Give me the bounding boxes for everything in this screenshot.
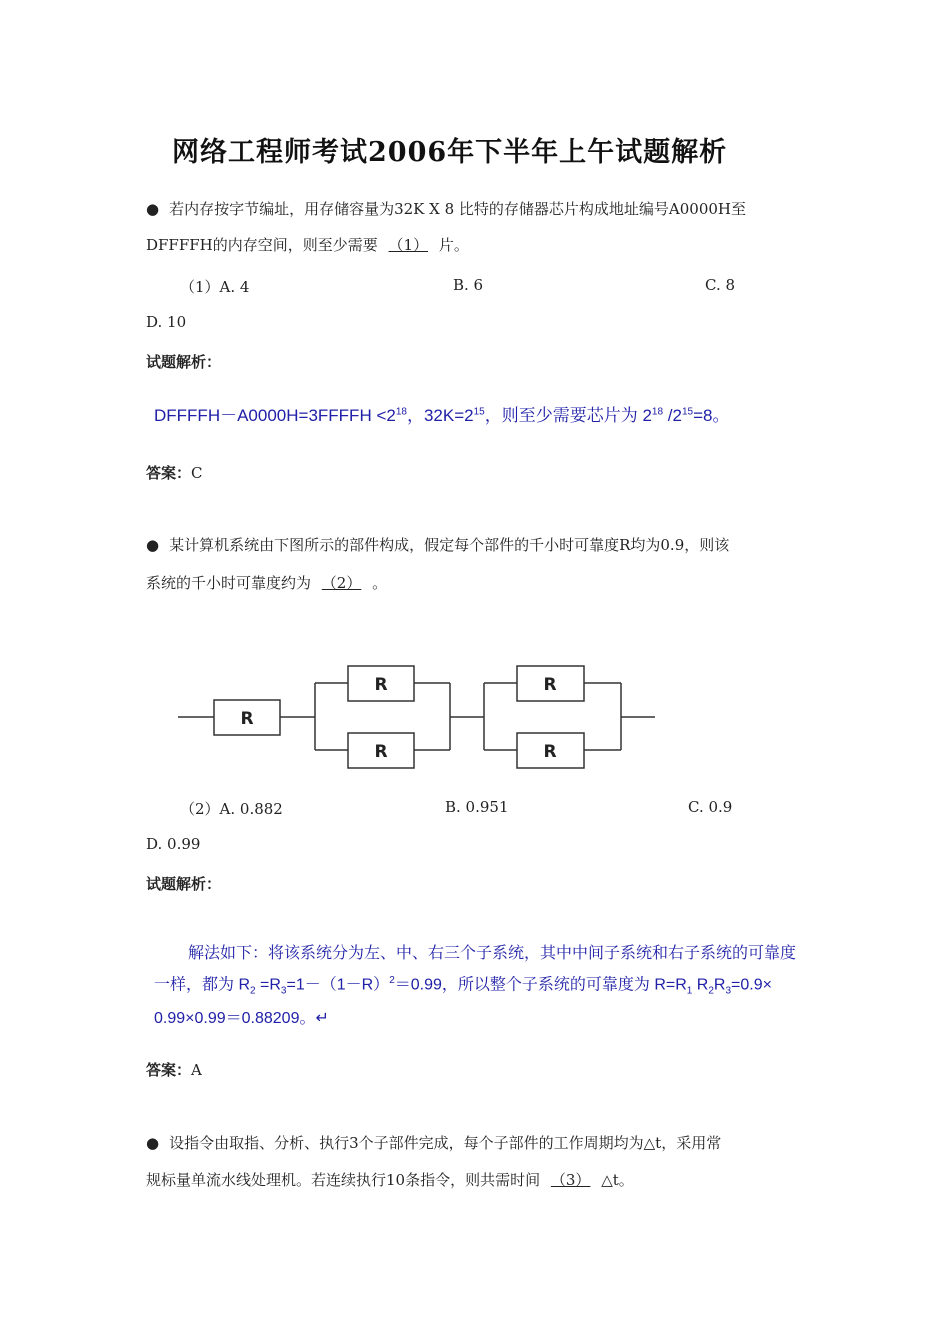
solution-part: R <box>692 976 709 994</box>
question-3-blank: （3） <box>550 1171 591 1189</box>
question-3-text-c: △t。 <box>601 1171 634 1189</box>
q2-solution <box>154 940 834 1032</box>
q1-option-b: B. 6 <box>453 276 484 294</box>
formula-part: =8。 <box>693 406 730 425</box>
block-r-mid-bottom-label: R <box>374 742 388 762</box>
question-1-line-1 <box>146 192 826 226</box>
solution-line-1: 解法如下：将该系统分为左、中、右三个子系统，其中中间子系统和右子系统的可靠度 <box>188 945 797 962</box>
subscript: 3 <box>280 985 287 997</box>
question-2-text-b: 系统的千小时可靠度约为 <box>146 574 312 592</box>
question-3-line-2 <box>146 1163 826 1197</box>
q1-answer-value: C <box>191 464 203 482</box>
solution-line-2 <box>154 967 834 1005</box>
solution-part: 一样，都为 R <box>154 976 251 994</box>
question-3-text-a: 设指令由取指、分析、执行3个子部件完成，每个子部件的工作周期均为△t，采用常 <box>169 1134 722 1152</box>
question-2-text-a: 某计算机系统由下图所示的部件构成，假定每个部件的千小时可靠度R均为0.9，则该 <box>169 536 730 554</box>
formula-exponent: 18 <box>651 406 664 418</box>
q2-answer <box>146 1059 202 1080</box>
reliability-diagram <box>170 650 670 780</box>
question-1-line-2 <box>146 228 826 262</box>
bullet-icon: ● <box>146 1134 160 1152</box>
q2-option-d: D. 0.99 <box>146 835 201 853</box>
question-1-text-b: DFFFFH的内存空间，则至少需要 <box>146 236 378 254</box>
subscript: 3 <box>725 985 732 997</box>
solution-part: R <box>713 976 726 994</box>
bullet-icon: ● <box>146 200 160 218</box>
q2-option-b: B. 0.951 <box>445 798 509 816</box>
question-1-blank: （1） <box>388 236 429 254</box>
formula-part: /2 <box>663 406 682 425</box>
solution-line-3: 0.99×0.99＝0.88209。↵ <box>154 1009 329 1027</box>
q1-option-d: D. 10 <box>146 313 187 331</box>
solution-part: =0.9× <box>731 976 772 994</box>
block-r-left-label: R <box>240 709 254 729</box>
question-3-line-1 <box>146 1126 826 1160</box>
q2-analysis-label: 试题解析： <box>146 875 222 893</box>
subscript: 2 <box>250 985 256 997</box>
q1-option-a: （1）A. 4 <box>180 278 250 296</box>
q2-option-a: （2）A. 0.882 <box>180 800 283 818</box>
question-2-line-2 <box>146 566 826 600</box>
q1-analysis-label: 试题解析： <box>146 353 222 371</box>
block-r-mid-top-label: R <box>374 675 388 695</box>
formula-exponent: 15 <box>473 406 485 418</box>
subscript: 2 <box>708 985 714 997</box>
formula-exponent: 15 <box>681 406 694 418</box>
block-r-right-top-label: R <box>543 675 557 695</box>
formula-exponent: 18 <box>395 406 407 418</box>
q2-answer-value: A <box>191 1061 202 1079</box>
block-r-right-bottom-label: R <box>543 742 557 762</box>
question-3-text-b: 规标量单流水线处理机。若连续执行10条指令，则共需时间 <box>146 1171 541 1189</box>
superscript: 2 <box>389 975 395 986</box>
formula-part: ，则至少需要芯片为 2 <box>484 406 652 425</box>
question-2-line-1 <box>146 528 826 562</box>
subscript: 1 <box>686 985 693 997</box>
q2-option-c: C. 0.9 <box>688 798 733 816</box>
solution-part: ＝0.99，所以整个子系统的可靠度为 R=R <box>394 976 687 994</box>
question-1-text-a: 若内存按字节编址，用存储容量为32K X 8 比特的存储器芯片构成地址编号A0000H至 <box>169 200 747 218</box>
formula-part: DFFFFH－A0000H=3FFFFH <2 <box>154 406 396 425</box>
page-title: 网络工程师考试2006年下半年上午试题解析 <box>172 137 728 168</box>
question-2-text-c: 。 <box>372 574 388 592</box>
q1-answer <box>146 462 203 483</box>
q1-answer-label: 答案： <box>146 464 192 482</box>
bullet-icon: ● <box>146 536 160 554</box>
q1-formula <box>154 401 729 426</box>
formula-part: ，32K=2 <box>406 406 474 425</box>
question-2-blank: （2） <box>321 574 362 592</box>
question-1-text-c: 片。 <box>438 236 469 254</box>
q1-option-c: C. 8 <box>705 276 736 294</box>
solution-part: =1－（1－R） <box>286 976 390 994</box>
q2-answer-label: 答案： <box>146 1061 192 1079</box>
solution-part: =R <box>255 976 281 994</box>
